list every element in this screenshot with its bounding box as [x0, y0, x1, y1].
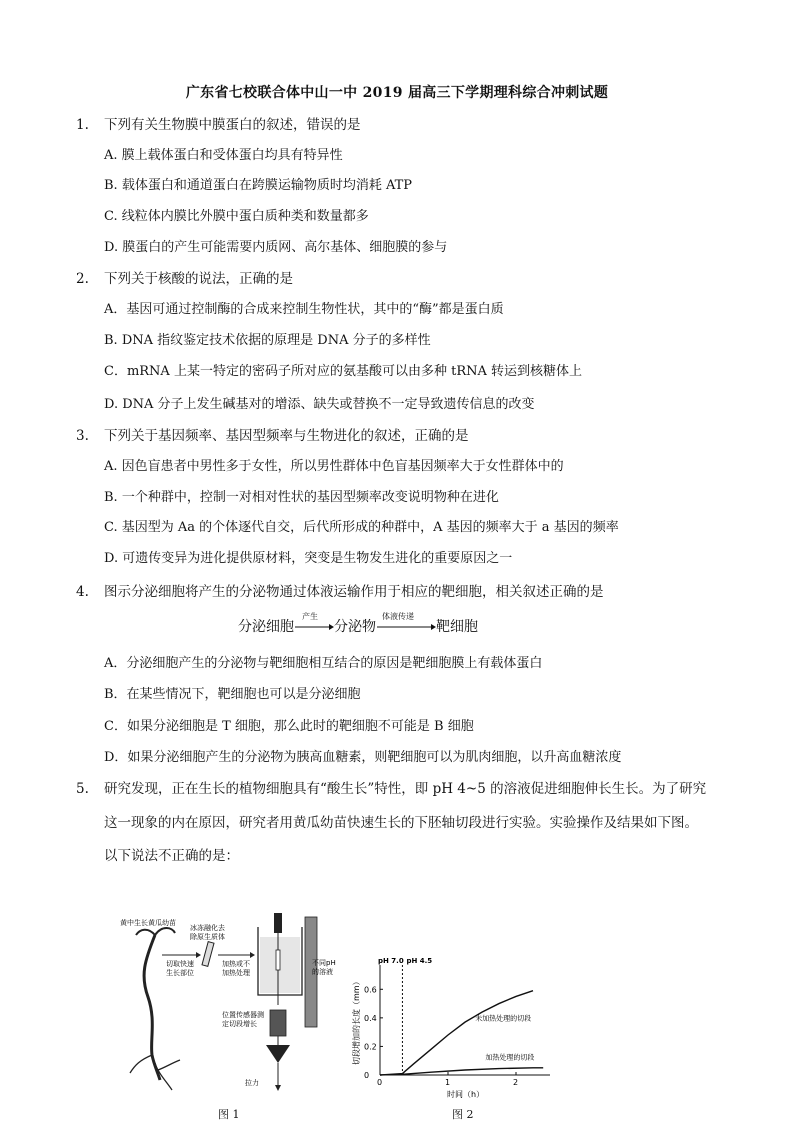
secretion-flow-diagram — [238, 612, 478, 636]
figure-2-caption: 图 2 — [452, 1108, 474, 1121]
label-sensor: 位置传感器测 — [222, 1011, 264, 1019]
label-force: 拉力 — [245, 1079, 259, 1087]
option-2c: C．mRNA 上某一特定的密码子所对应的氨基酸可以由多种 tRNA 转运到核糖体上 — [104, 364, 582, 379]
question-stem: 研究发现，正在生长的植物细胞具有“酸生长”特性，即 pH 4~5 的溶液促进细胞伸长生长。为了研究 — [104, 781, 707, 797]
series-line — [380, 991, 533, 1075]
y-tick-label: 0.2 — [364, 1042, 377, 1052]
holder-top — [274, 913, 282, 933]
option-1b: B. 载体蛋白和通道蛋白在跨膜运输物质时均消耗 ATP — [104, 178, 413, 193]
flow-arrow-produce — [294, 612, 334, 634]
seedling-leaf — [136, 928, 175, 935]
question-stem: 图示分泌细胞将产生的分泌物通过体液运输作用于相应的靶细胞，相关叙述正确的是 — [104, 584, 604, 600]
label-sensor2: 定切段增长 — [222, 1020, 257, 1028]
question-number: 3. — [76, 428, 89, 444]
series-label: 未加热处理的切段 — [475, 1014, 532, 1023]
question-number: 2. — [76, 271, 89, 287]
question-4 — [76, 583, 604, 601]
option-4a: A．分泌细胞产生的分泌物与靶细胞相互结合的原因是靶细胞膜上有载体蛋白 — [104, 656, 543, 671]
option-3b: B. 一个种群中，控制一对相对性状的基因型频率改变说明物种在进化 — [104, 490, 499, 505]
y-tick-label: 0.6 — [364, 985, 377, 995]
seedling-roots — [130, 1055, 180, 1090]
label-solution2: 的溶液 — [312, 968, 333, 976]
option-2b: B. DNA 指纹鉴定技术依据的原理是 DNA 分子的多样性 — [104, 333, 431, 348]
label-cut2: 生长部位 — [166, 969, 194, 977]
question-number: 5. — [76, 781, 89, 797]
y-axis-label: 切段增加的长度（mm） — [352, 977, 361, 1065]
question-5-stem-line2: 这一现象的内在原因，研究者用黄瓜幼苗快速生长的下胚轴切段进行实验。实验操作及结果如下图。 — [104, 815, 698, 831]
question-number: 1. — [76, 117, 89, 133]
x-tick-label: 1 — [445, 1078, 451, 1087]
flow-arrow-label: 产生 — [302, 612, 318, 621]
option-3a: A. 因色盲患者中男性多于女性，所以男性群体中色盲基因频率大于女性群体中的 — [104, 459, 564, 474]
option-3d: D. 可遗传变异为进化提供原材料，突变是生物发生进化的重要原因之一 — [104, 551, 513, 566]
question-stem: 下列关于核酸的说法，正确的是 — [104, 271, 293, 287]
ph-label: pH 4.5 — [406, 957, 433, 965]
weight — [266, 1045, 290, 1063]
flow-node-secretion: 分泌物 — [334, 619, 376, 635]
label-solution: 不同pH — [312, 959, 336, 967]
flow-arrow-label: 体液传递 — [382, 612, 414, 621]
figure-1-apparatus — [100, 905, 360, 1105]
question-3 — [76, 427, 469, 445]
x-tick-label: 2 — [513, 1078, 519, 1087]
option-1c: C. 线粒体内膜比外膜中蛋白质种类和数量都多 — [104, 209, 369, 224]
question-2 — [76, 270, 293, 288]
label-freeze: 冰冻融化去 — [190, 924, 225, 932]
figure-2-chart — [345, 955, 565, 1105]
option-4c: C．如果分泌细胞是 T 细胞，那么此时的靶细胞不可能是 B 细胞 — [104, 719, 474, 734]
x-tick-label: 0 — [377, 1078, 383, 1087]
x-axis-label: 时间（h） — [447, 1090, 485, 1099]
question-5-stem-line3: 以下说法不正确的是： — [104, 848, 239, 864]
segment-in-solution — [276, 950, 280, 970]
option-4b: B．在某些情况下，靶细胞也可以是分泌细胞 — [104, 687, 361, 702]
y-tick-label: 0.4 — [364, 1013, 377, 1023]
option-3c: C. 基因型为 Aa 的个体逐代自交，后代所形成的种群中，A 基因的频率大于 a 基因的频率 — [104, 520, 619, 535]
label-heat2: 加热处理 — [222, 969, 250, 977]
label-freeze2: 除原生质体 — [190, 933, 225, 941]
option-1a: A. 膜上载体蛋白和受体蛋白均具有特异性 — [104, 148, 343, 163]
question-stem: 下列关于基因频率、基因型频率与生物进化的叙述，正确的是 — [104, 428, 469, 444]
option-1d: D. 膜蛋白的产生可能需要内质网、高尔基体、细胞膜的参与 — [104, 240, 448, 255]
option-2a: A．基因可通过控制酶的合成来控制生物性状，其中的“酶”都是蛋白质 — [104, 302, 504, 317]
option-2d: D. DNA 分子上发生碱基对的增添、缺失或替换不一定导致遗传信息的改变 — [104, 397, 535, 412]
series-label: 加热处理的切段 — [485, 1053, 535, 1062]
question-stem: 下列有关生物膜中膜蛋白的叙述，错误的是 — [104, 117, 361, 133]
flow-node-target-cell: 靶细胞 — [436, 619, 478, 635]
hypocotyl-segment — [202, 942, 214, 967]
question-5 — [76, 780, 706, 798]
position-sensor — [270, 1010, 286, 1036]
label-cut: 切取快速 — [166, 960, 194, 968]
question-number: 4. — [76, 584, 89, 600]
y-tick-label: 0 — [364, 1071, 370, 1080]
label-seedling: 黄中生长黄瓜幼苗 — [120, 919, 176, 927]
label-heat: 加热或不 — [222, 960, 250, 968]
ph-label: pH 7.0 — [378, 957, 404, 965]
page-title: 广东省七校联合体中山一中 2019 届高三下学期理科综合冲刺试题 — [185, 85, 609, 101]
figure-1-caption: 图 1 — [218, 1108, 240, 1121]
flow-arrow-body-fluid — [376, 612, 436, 634]
option-4d: D．如果分泌细胞产生的分泌物为胰高血糖素，则靶细胞可以为肌肉细胞，以升高血糖浓度 — [104, 750, 622, 765]
question-1 — [76, 116, 361, 134]
flow-node-secretory-cell: 分泌细胞 — [238, 619, 294, 635]
